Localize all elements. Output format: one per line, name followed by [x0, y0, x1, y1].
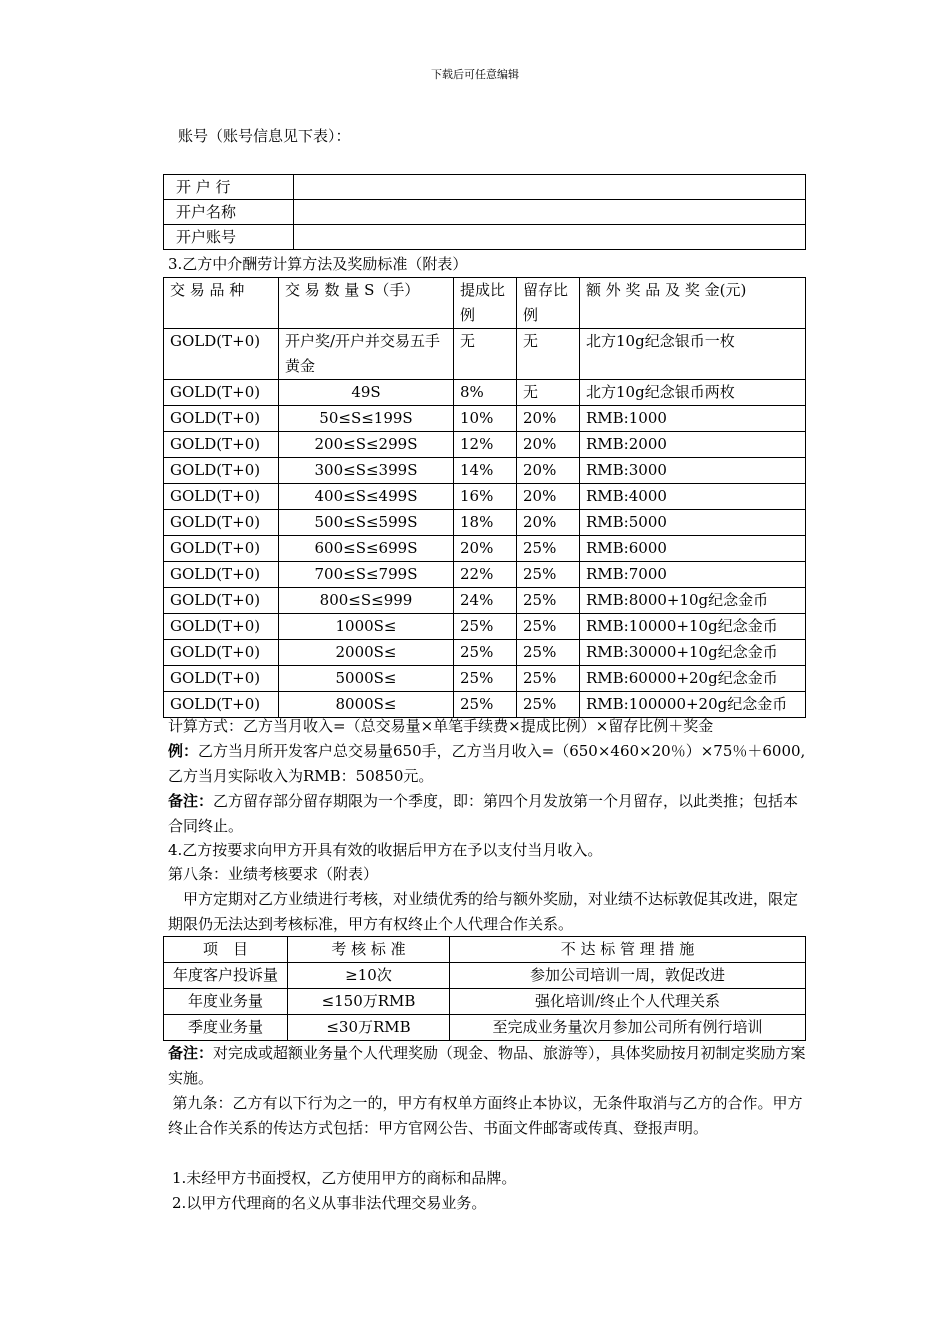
note1-label: 备注： — [168, 792, 214, 810]
table-row — [164, 989, 806, 1015]
article9-text: 第九条：乙方有以下行为之一的，甲方有权单方面终止本协议，无条件取消与乙方的合作。甲方终止合作关系的传达方式包括：甲方官网公告、书面文件邮寄或传真、登报声明。 — [168, 1094, 803, 1137]
section3-title: 3.乙方中介酬劳计算方法及奖励标准（附表） — [168, 255, 468, 273]
perf-measure: 至完成业务量次月参加公司所有例行培训 — [450, 1015, 806, 1041]
table-row — [164, 458, 806, 484]
table-header-row — [164, 278, 806, 329]
table-row — [164, 614, 806, 640]
retention-rate-cell: 20% — [517, 484, 580, 510]
bonus-cell: RMB:3000 — [580, 458, 806, 484]
commission-table — [163, 277, 806, 718]
retention-rate-cell: 20% — [517, 510, 580, 536]
bonus-cell: 北方10g纪念银币一枚 — [580, 329, 806, 380]
header-cell: 交 易 数 量 S（手） — [279, 278, 454, 329]
commission-rate-cell: 8% — [454, 380, 517, 406]
product-cell: GOLD(T+0) — [164, 666, 279, 692]
quantity-cell: 50≤S≤199S — [279, 406, 454, 432]
commission-rate-cell: 18% — [454, 510, 517, 536]
quantity-cell: 开户奖/开户并交易五手黄金 — [279, 329, 454, 380]
table-row — [164, 432, 806, 458]
header-cell: 提成比例 — [454, 278, 517, 329]
performance-table — [163, 936, 806, 1041]
header-cell: 不 达 标 管 理 措 施 — [450, 937, 806, 963]
commission-rate-cell: 25% — [454, 692, 517, 718]
bonus-cell: RMB:8000+10g纪念金币 — [580, 588, 806, 614]
perf-item: 季度业务量 — [164, 1015, 288, 1041]
table-row — [164, 1015, 806, 1041]
quantity-cell: 500≤S≤599S — [279, 510, 454, 536]
commission-rate-cell: 14% — [454, 458, 517, 484]
bonus-cell: RMB:7000 — [580, 562, 806, 588]
table-row — [164, 963, 806, 989]
bank-info-table — [163, 174, 806, 250]
retention-rate-cell: 无 — [517, 329, 580, 380]
retention-rate-cell: 25% — [517, 614, 580, 640]
calc-method: 计算方式：乙方当月收入=（总交易量×单笔手续费×提成比例）×留存比例＋奖金 — [168, 717, 714, 735]
commission-rate-cell: 16% — [454, 484, 517, 510]
table-row — [164, 588, 806, 614]
note1-paragraph — [168, 789, 808, 839]
table-row — [164, 406, 806, 432]
bank-label: 开户名称 — [164, 200, 294, 225]
product-cell: GOLD(T+0) — [164, 329, 279, 380]
quantity-cell: 400≤S≤499S — [279, 484, 454, 510]
table-row — [164, 666, 806, 692]
list-item: 2.以甲方代理商的名义从事非法代理交易业务。 — [172, 1194, 487, 1212]
quantity-cell: 800≤S≤999 — [279, 588, 454, 614]
header-cell: 项 目 — [164, 937, 288, 963]
perf-item: 年度客户投诉量 — [164, 963, 288, 989]
bonus-cell: RMB:2000 — [580, 432, 806, 458]
bank-value — [294, 175, 806, 200]
retention-rate-cell: 25% — [517, 562, 580, 588]
table-row — [164, 484, 806, 510]
bonus-cell: RMB:10000+10g纪念金币 — [580, 614, 806, 640]
commission-rate-cell: 25% — [454, 614, 517, 640]
perf-measure: 参加公司培训一周，敦促改进 — [450, 963, 806, 989]
header-cell: 交 易 品 种 — [164, 278, 279, 329]
quantity-cell: 1000S≤ — [279, 614, 454, 640]
table-row — [164, 200, 806, 225]
note2-label: 备注： — [168, 1044, 214, 1062]
bonus-cell: RMB:5000 — [580, 510, 806, 536]
list-item: 1.未经甲方书面授权，乙方使用甲方的商标和品牌。 — [172, 1169, 517, 1187]
table-header-row — [164, 937, 806, 963]
perf-standard: ≤150万RMB — [288, 989, 450, 1015]
product-cell: GOLD(T+0) — [164, 562, 279, 588]
product-cell: GOLD(T+0) — [164, 380, 279, 406]
commission-rate-cell: 24% — [454, 588, 517, 614]
table-row — [164, 510, 806, 536]
example-paragraph — [168, 739, 808, 789]
table-row — [164, 329, 806, 380]
note1-text: 乙方留存部分留存期限为一个季度，即：第四个月发放第一个月留存，以此类推；包括本合同终止。 — [168, 792, 799, 835]
perf-standard: ≥10次 — [288, 963, 450, 989]
bank-value — [294, 200, 806, 225]
quantity-cell: 200≤S≤299S — [279, 432, 454, 458]
perf-item: 年度业务量 — [164, 989, 288, 1015]
retention-rate-cell: 25% — [517, 692, 580, 718]
bonus-cell: RMB:30000+10g纪念金币 — [580, 640, 806, 666]
bank-label: 开户账号 — [164, 225, 294, 250]
bonus-cell: RMB:6000 — [580, 536, 806, 562]
table-row — [164, 562, 806, 588]
bonus-cell: RMB:100000+20g纪念金币 — [580, 692, 806, 718]
header-cell: 额 外 奖 品 及 奖 金(元) — [580, 278, 806, 329]
product-cell: GOLD(T+0) — [164, 432, 279, 458]
commission-rate-cell: 10% — [454, 406, 517, 432]
bonus-cell: RMB:60000+20g纪念金币 — [580, 666, 806, 692]
example-label: 例： — [168, 742, 199, 760]
article8-text: 甲方定期对乙方业绩进行考核，对业绩优秀的给与额外奖励，对业绩不达标敦促其改进，限定期限仍无法达到考核标准，甲方有权终止个人代理合作关系。 — [168, 890, 799, 933]
quantity-cell: 8000S≤ — [279, 692, 454, 718]
bonus-cell: 北方10g纪念银币两枚 — [580, 380, 806, 406]
quantity-cell: 2000S≤ — [279, 640, 454, 666]
bank-value — [294, 225, 806, 250]
item-4: 4.乙方按要求向甲方开具有效的收据后甲方在予以支付当月收入。 — [168, 841, 603, 859]
product-cell: GOLD(T+0) — [164, 536, 279, 562]
product-cell: GOLD(T+0) — [164, 692, 279, 718]
quantity-cell: 300≤S≤399S — [279, 458, 454, 484]
perf-measure: 强化培训/终止个人代理关系 — [450, 989, 806, 1015]
table-row — [164, 175, 806, 200]
table-row — [164, 380, 806, 406]
product-cell: GOLD(T+0) — [164, 614, 279, 640]
retention-rate-cell: 20% — [517, 406, 580, 432]
quantity-cell: 5000S≤ — [279, 666, 454, 692]
bonus-cell: RMB:4000 — [580, 484, 806, 510]
example-text: 乙方当月所开发客户总交易量650手，乙方当月收入=（650×460×20％）×75％＋6000,乙方当月实际收入为RMB：50850元。 — [168, 742, 806, 785]
commission-rate-cell: 22% — [454, 562, 517, 588]
bank-label: 开 户 行 — [164, 175, 294, 200]
header-cell: 考 核 标 准 — [288, 937, 450, 963]
table-row — [164, 225, 806, 250]
commission-rate-cell: 无 — [454, 329, 517, 380]
commission-rate-cell: 25% — [454, 666, 517, 692]
commission-rate-cell: 12% — [454, 432, 517, 458]
retention-rate-cell: 无 — [517, 380, 580, 406]
retention-rate-cell: 20% — [517, 432, 580, 458]
product-cell: GOLD(T+0) — [164, 484, 279, 510]
retention-rate-cell: 25% — [517, 666, 580, 692]
product-cell: GOLD(T+0) — [164, 406, 279, 432]
table-row — [164, 536, 806, 562]
product-cell: GOLD(T+0) — [164, 588, 279, 614]
retention-rate-cell: 25% — [517, 588, 580, 614]
commission-rate-cell: 20% — [454, 536, 517, 562]
quantity-cell: 700≤S≤799S — [279, 562, 454, 588]
retention-rate-cell: 25% — [517, 536, 580, 562]
retention-rate-cell: 25% — [517, 640, 580, 666]
note2-paragraph — [168, 1041, 808, 1091]
table-row — [164, 640, 806, 666]
perf-standard: ≤30万RMB — [288, 1015, 450, 1041]
commission-rate-cell: 25% — [454, 640, 517, 666]
quantity-cell: 49S — [279, 380, 454, 406]
page-header: 下载后可任意编辑 — [431, 68, 519, 81]
header-cell: 留存比例 — [517, 278, 580, 329]
article8-title: 第八条：业绩考核要求（附表） — [168, 865, 379, 883]
product-cell: GOLD(T+0) — [164, 640, 279, 666]
note2-text: 对完成或超额业务量个人代理奖励（现金、物品、旅游等），具体奖励按月初制定奖励方案实施。 — [168, 1044, 806, 1087]
bonus-cell: RMB:1000 — [580, 406, 806, 432]
product-cell: GOLD(T+0) — [164, 510, 279, 536]
account-intro: 账号（账号信息见下表）： — [178, 127, 351, 145]
product-cell: GOLD(T+0) — [164, 458, 279, 484]
quantity-cell: 600≤S≤699S — [279, 536, 454, 562]
retention-rate-cell: 20% — [517, 458, 580, 484]
